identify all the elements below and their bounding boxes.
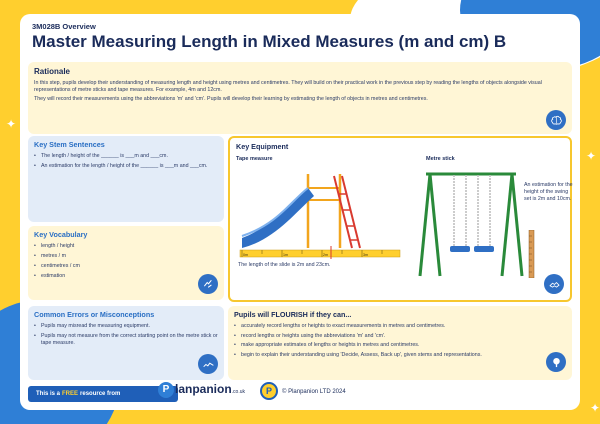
rationale-paragraph-1: In this step, pupils develop their understanding of measuring length and height using metres and centimetres. They will build on their practical work in the previous step by reading the lengths of objects alongside visual representations of metre sticks and tape measures. For example, 4m and 12cm.: [34, 80, 542, 94]
star-icon: ✦: [586, 149, 597, 163]
planpanion-logo-icon: P: [260, 382, 278, 400]
overview-sheet: [20, 14, 580, 410]
key-equipment-panel: [228, 136, 572, 302]
common-errors-panel: [28, 306, 224, 380]
list-item: • accurately record lengths or heights to exact measurements in metres and centimetres.: [234, 323, 566, 330]
key-vocab-heading: Key Vocabulary: [34, 230, 88, 239]
tape-caption: The length of the slide is 2m and 23cm.: [238, 262, 331, 268]
planpanion-brand[interactable]: [158, 382, 245, 398]
brand-tld: .co.uk: [231, 389, 246, 396]
list-item: • Pupils may misread the measuring equipment.: [34, 323, 218, 330]
tape-measure-label: Tape measure: [236, 156, 273, 162]
errors-heading: Common Errors or Misconceptions: [34, 310, 155, 319]
key-stem-heading: Key Stem Sentences: [34, 140, 105, 149]
swing-set-with-metre-stick-illustration: [416, 166, 526, 278]
key-vocabulary-panel: [28, 226, 224, 300]
key-stem-sentences-panel: [28, 136, 224, 222]
list-item: • record lengths or heights using the abbreviations 'm' and 'cm'.: [234, 333, 566, 340]
list-item: • metres / m: [34, 253, 218, 260]
list-item: • length / height: [34, 243, 218, 250]
free-resource-banner: [28, 386, 178, 402]
confused-face-icon: [198, 354, 218, 374]
brand-initial: P: [158, 382, 174, 398]
slide-with-tape-measure-illustration: [234, 164, 404, 262]
metre-stick-label: Metre stick: [426, 156, 455, 162]
tape-tick-label: 1m: [283, 253, 288, 257]
list-item: • The length / height of the ______ is ___m and ___cm.: [34, 153, 218, 160]
star-icon: ✦: [6, 117, 17, 131]
metre-stick-illustration: [528, 230, 536, 278]
brain-icon: [546, 110, 566, 130]
rationale-heading: Rationale: [34, 67, 71, 76]
list-item: • centimetres / cm: [34, 263, 218, 270]
star-icon: ✦: [590, 401, 600, 415]
tape-tick-label: 2m: [323, 253, 328, 257]
brand-rest: lanpanion: [175, 382, 232, 397]
free-suffix: resource from: [80, 391, 121, 397]
list-item: • Pupils may not measure from the correct starting point on the metre stick or tape measure.: [34, 333, 218, 347]
stick-caption: An estimation for the height of the swing set is 2m and 10cm.: [524, 182, 573, 202]
list-item: • An estimation for the length / height of the ______ is ___m and ___cm.: [34, 163, 218, 170]
lesson-code: 3M028B Overview: [32, 22, 96, 31]
list-item: • make appropriate estimates of lengths or heights in metres and centimetres.: [234, 342, 566, 349]
list-item: • begin to explain their understanding using 'Decide, Assess, Back up', given stems and representations.: [234, 352, 566, 359]
free-word: FREE: [62, 391, 79, 397]
equipment-heading: Key Equipment: [236, 142, 289, 151]
free-prefix: This is a: [36, 391, 61, 397]
handshake-icon: [544, 274, 564, 294]
tape-tick-label: 0m: [243, 253, 248, 257]
rationale-paragraph-2: They will record their measurements using the abbreviations 'm' and 'cm'. Pupils will develop their learning by estimating the length of objects in metres and centimetres.: [34, 96, 428, 103]
flourish-heading: Pupils will FLOURISH if they can...: [234, 310, 352, 319]
rationale-panel: [28, 62, 572, 134]
copyright-text: © Planpanion LTD 2024: [282, 389, 346, 395]
list-item: • estimation: [34, 273, 218, 280]
flourish-panel: [228, 306, 572, 380]
page-title: Master Measuring Length in Mixed Measures (m and cm) B: [32, 32, 507, 51]
fist-bump-icon: [198, 274, 218, 294]
tape-tick-label: 3m: [363, 253, 368, 257]
tree-icon: [546, 352, 566, 372]
